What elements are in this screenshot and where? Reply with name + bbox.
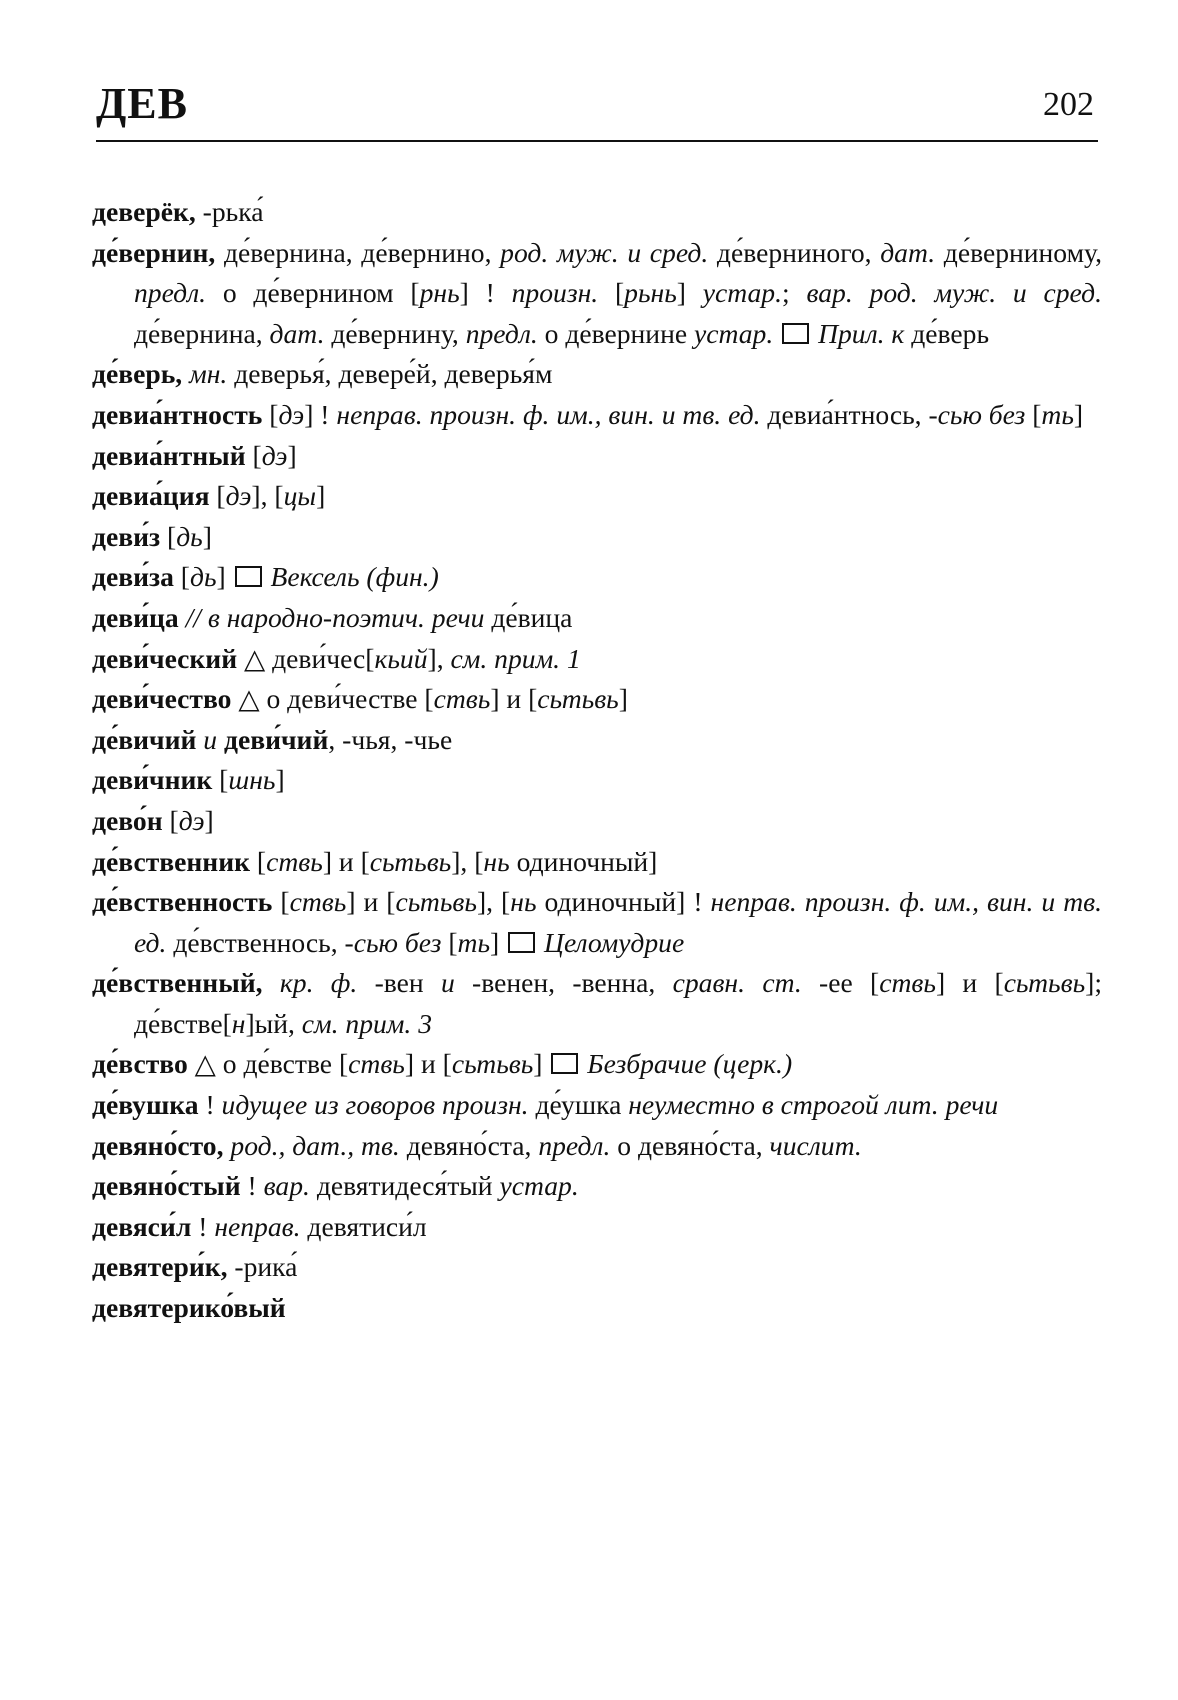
dictionary-entry (92, 1044, 1102, 1085)
entry-text: ], [ (476, 886, 511, 918)
dictionary-entry (92, 882, 1102, 963)
italic-note: н (231, 1007, 246, 1039)
entry-text: [ (598, 277, 625, 309)
entry-text: де́верниному, (935, 236, 1102, 268)
italic-note: неправ. (214, 1210, 301, 1242)
dictionary-entry (92, 192, 1102, 233)
dictionary-entry (92, 963, 1102, 1044)
entry-text: [ (209, 480, 226, 512)
entry-text: ] и [ (322, 845, 370, 877)
page-header (96, 78, 1098, 142)
italic-note: устар. (702, 277, 783, 309)
headword: девятерико́вый (92, 1292, 286, 1324)
italic-note: предл. (134, 277, 207, 309)
headword: деверёк, (92, 196, 196, 227)
dictionary-entry (92, 557, 1102, 598)
italic-note: устар. (694, 317, 774, 349)
dictionary-entry (92, 476, 1102, 517)
entry-text: ] (490, 926, 507, 958)
entry-text: ]; де́встве[ (134, 967, 1103, 1039)
entry-text: де́вственнось, (166, 926, 345, 958)
italic-note: шнь (228, 764, 276, 796)
entry-text: [ (245, 439, 262, 471)
entry-text: де́верь (904, 317, 990, 349)
entry-text: ], [ (251, 480, 284, 512)
italic-note: Безбрачие (церк.) (587, 1048, 793, 1080)
page-number: 202 (1043, 86, 1094, 123)
entry-text: [ (160, 520, 177, 552)
italic-note: -сью без (344, 926, 442, 958)
italic-note: дэ (278, 398, 305, 430)
headword: девиа́нтный (92, 439, 246, 471)
dictionary-entry (92, 1126, 1102, 1167)
italic-note: ствь (348, 1048, 405, 1080)
entry-text: , -чья, -чье (328, 723, 453, 755)
dictionary-entry (92, 233, 1102, 355)
headword: деви́чий (223, 723, 329, 755)
dictionary-entry (92, 598, 1102, 639)
entry-text: ] и [ (935, 967, 1004, 999)
entry-text: ] (275, 764, 285, 796)
italic-note: род., дат., тв. (230, 1129, 400, 1161)
entry-text: ] (287, 439, 297, 471)
headword: де́вство (92, 1048, 188, 1080)
entry-text: -рика́ (227, 1251, 298, 1283)
entry-text: ] ! (459, 277, 512, 309)
italic-note: -сью без (928, 398, 1026, 430)
dictionary-entry (92, 639, 1102, 680)
headword: девяно́сто, (92, 1129, 224, 1161)
headword: де́вернин, (92, 236, 216, 268)
entry-text: девяно́ста, (399, 1129, 539, 1161)
italic-note: сьтьвь (537, 683, 619, 715)
entry-text: ] и [ (490, 683, 538, 715)
dictionary-entry (92, 842, 1102, 883)
definition-box-icon (551, 1053, 578, 1074)
dictionary-entry (92, 1166, 1102, 1207)
entry-text: де́верниного, (708, 236, 881, 268)
italic-note: вар. род. муж. и сред. (806, 277, 1102, 309)
italic-note: ствь (289, 886, 347, 918)
italic-note: дат. (269, 317, 325, 349)
italic-note: неуместно в строгой лит. речи (628, 1089, 999, 1121)
entry-text (773, 318, 780, 349)
entry-text: ! (198, 1089, 222, 1121)
italic-note: Целомудрие (544, 926, 685, 958)
headword: де́верь, (92, 358, 183, 390)
headword: девяно́стый (92, 1170, 241, 1202)
italic-note: ть (457, 926, 491, 958)
entry-text: [ (162, 804, 179, 836)
entry-text: ] (202, 520, 212, 552)
entry-text: ! (240, 1170, 264, 1202)
italic-note: и (203, 723, 218, 755)
headword: деви́ческий (92, 642, 238, 674)
entry-text: одиночный] (509, 845, 658, 877)
dictionary-entry (92, 679, 1102, 720)
italic-note: и (440, 967, 455, 999)
italic-note: // в народно-поэтич. речи (185, 601, 485, 633)
headword: дево́н (92, 804, 163, 836)
definition-box-icon (235, 566, 262, 587)
entry-text: де́вица (484, 601, 573, 633)
italic-note: сравн. ст. (672, 967, 802, 999)
headword: девиа́нтность (92, 398, 263, 430)
italic-note: нь (510, 886, 537, 918)
headword: деви́чество (92, 683, 232, 715)
italic-note: род. муж. и сред. (500, 236, 709, 268)
italic-note: мн. (189, 358, 228, 390)
entry-text (537, 927, 544, 958)
entry-text: ], (427, 642, 451, 674)
entry-text: о де́вернином [ (206, 277, 420, 309)
headword: девяси́л (92, 1210, 192, 1242)
entry-text (179, 602, 186, 633)
entry-text: -вен (357, 967, 441, 999)
entry-text: -ее [ (801, 967, 880, 999)
italic-note: числит. (769, 1129, 862, 1161)
entry-text: девятиси́л (300, 1210, 427, 1242)
entry-text: девятидеся́тый (309, 1170, 500, 1202)
italic-note: кьий (374, 642, 428, 674)
italic-note: сьтьвь (369, 845, 452, 877)
italic-note: ть (1041, 398, 1074, 430)
entry-text: [ (272, 886, 290, 918)
dictionary-entry (92, 354, 1102, 395)
italic-note: ствь (266, 845, 323, 877)
dictionary-entries (92, 192, 1102, 1329)
italic-note: дь (190, 561, 217, 593)
entry-text (263, 967, 280, 998)
italic-note: дь (176, 520, 203, 552)
italic-note: предл. (465, 317, 538, 349)
entry-text: ] (204, 804, 214, 836)
dictionary-entry (92, 1085, 1102, 1126)
italic-note: см. прим. 3 (301, 1007, 433, 1039)
headword: деви́чник (92, 764, 213, 796)
entry-text: ] ! (304, 398, 337, 430)
entry-text: ] (618, 683, 628, 715)
entry-text: [ (250, 845, 267, 877)
headword: деви́за (92, 561, 174, 593)
headword: девятери́к, (92, 1251, 228, 1283)
entry-text: [ (262, 398, 279, 430)
italic-note: Прил. к (818, 317, 905, 349)
italic-note: рьнь (624, 277, 677, 309)
italic-note: сьтьвь (395, 886, 477, 918)
entry-text: ] (316, 480, 326, 512)
italic-note: Вексель (фин.) (270, 561, 439, 593)
italic-note: произн. (511, 277, 599, 309)
italic-note: дэ (178, 804, 205, 836)
italic-note: дэ (225, 480, 252, 512)
entry-text: ] (676, 277, 703, 309)
definition-box-icon (782, 323, 809, 344)
entry-text: -рька́ (195, 196, 264, 227)
entry-text: ; (782, 277, 807, 309)
dictionary-entry (92, 1288, 1102, 1329)
dictionary-entry (92, 720, 1102, 761)
entry-text: [ (1025, 398, 1042, 430)
italic-note: устар. (499, 1170, 579, 1202)
entry-text: ] (533, 1048, 550, 1080)
dictionary-entry (92, 517, 1102, 558)
italic-note: предл. (538, 1129, 611, 1161)
entry-text: △ деви́чес[ (237, 642, 375, 674)
italic-note: неправ. произн. ф. им., вин. и тв. ед. (336, 398, 761, 430)
entry-text: ], [ (451, 845, 484, 877)
headword: де́вушка (92, 1089, 199, 1121)
dictionary-entry (92, 801, 1102, 842)
italic-note: нь (483, 845, 510, 877)
italic-note: сьтьвь (451, 1048, 534, 1080)
entry-text: -венен, -венна, (454, 967, 673, 999)
entry-text: ] и [ (404, 1048, 452, 1080)
entry-text: ] (1073, 398, 1084, 430)
headword: де́вственник (92, 845, 250, 877)
entry-text: о де́вернине (537, 317, 694, 349)
definition-box-icon (508, 932, 535, 953)
italic-note: ствь (433, 683, 491, 715)
italic-note: дэ (261, 439, 288, 471)
entry-text: △ о де́встве [ (187, 1048, 349, 1080)
entry-text: деверья́, девере́й, деверья́м (227, 358, 553, 390)
headword: де́вственный, (92, 967, 263, 999)
entry-text: ] (216, 561, 233, 593)
italic-note: кр. ф. (279, 967, 358, 999)
dictionary-entry (92, 436, 1102, 477)
italic-note: см. прим. 1 (450, 642, 581, 674)
entry-text: де́вернина, (134, 317, 270, 349)
dictionary-entry (92, 1247, 1102, 1288)
entry-text: одиночный] ! (536, 886, 711, 918)
entry-text: ] и [ (346, 886, 396, 918)
italic-note: ствь (879, 967, 936, 999)
entry-text (264, 561, 271, 592)
headword: девиа́ция (92, 480, 210, 512)
entry-text (217, 724, 224, 755)
running-head: ДЕВ (96, 79, 188, 128)
headword: деви́ца (92, 601, 179, 633)
headword: де́вственность (92, 886, 273, 918)
italic-note: рнь (419, 277, 460, 309)
entry-text: △ о деви́честве [ (231, 683, 434, 715)
entry-text: ! (191, 1210, 215, 1242)
entry-text: де́ушка (528, 1089, 629, 1121)
entry-text: девиа́нтнось, (760, 398, 929, 430)
entry-text: де́вернина, де́вернино, (215, 236, 501, 268)
dictionary-entry (92, 395, 1102, 436)
entry-text: о девяно́ста, (610, 1129, 770, 1161)
italic-note: дат. (880, 236, 936, 268)
italic-note: неправ. произн. ф. им., вин. и тв. ед. (134, 886, 1102, 958)
italic-note: вар. (263, 1170, 310, 1202)
entry-text: [ (212, 764, 229, 796)
entry-text: [ (441, 926, 458, 958)
entry-text: ]ый, (245, 1007, 302, 1039)
headword: де́вичий (92, 723, 197, 755)
italic-note: цы (283, 480, 317, 512)
dictionary-entry (92, 760, 1102, 801)
italic-note: идущее из говоров произн. (221, 1089, 529, 1121)
italic-note: сьтьвь (1003, 967, 1086, 999)
headword: деви́з (92, 520, 161, 552)
entry-text: де́вернину, (324, 317, 466, 349)
dictionary-entry (92, 1207, 1102, 1248)
entry-text: [ (173, 561, 190, 593)
